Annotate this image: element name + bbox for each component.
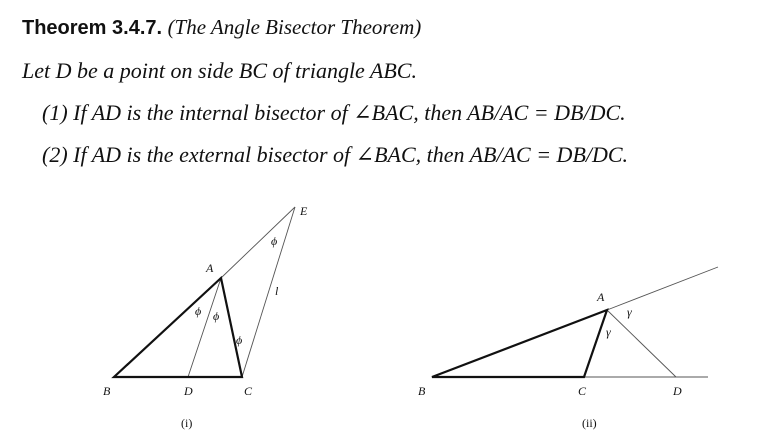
theorem-subtitle: (The Angle Bisector Theorem) (167, 15, 422, 39)
point-a-label-ii: A (597, 290, 605, 304)
point-e-label-i: E (300, 204, 308, 218)
theorem-statement: Let D be a point on side BC of triangle ABC. (22, 58, 417, 83)
point-b-label-i: B (103, 384, 111, 398)
angle-gamma-2: γ (606, 325, 611, 339)
angle-phi-3: ϕ (236, 333, 243, 347)
point-c-label-ii: C (578, 384, 587, 398)
point-c-label-i: C (244, 384, 253, 398)
point-d-label-ii: D (673, 384, 682, 398)
triangle-abc-ii (432, 310, 607, 377)
extension-b-a (607, 267, 718, 310)
theorem-label: Theorem 3.4.7. (22, 17, 163, 39)
theorem-item-2: (2) If AD is the external bisector of ∠BAC, then AB/AC = DB/DC. (42, 142, 629, 167)
triangle-abc-i (114, 278, 242, 377)
figure-i (103, 204, 308, 430)
point-d-label-i: D (184, 384, 193, 398)
theorem-item-1: (1) If AD is the internal bisector of ∠BAC, then AB/AC = DB/DC. (42, 100, 626, 125)
point-b-label-ii: B (418, 384, 426, 398)
figure-ii (418, 267, 718, 430)
angle-phi-1: ϕ (195, 304, 202, 318)
caption-ii: (ii) (582, 416, 597, 430)
external-bisector-a-d (607, 310, 676, 377)
angle-phi-2: ϕ (213, 309, 220, 323)
angle-phi-4: ϕ (271, 234, 278, 248)
angle-gamma-1: γ (627, 305, 632, 319)
line-l-label: l (275, 284, 279, 298)
caption-i: (i) (181, 416, 193, 430)
point-a-label-i: A (206, 261, 214, 275)
